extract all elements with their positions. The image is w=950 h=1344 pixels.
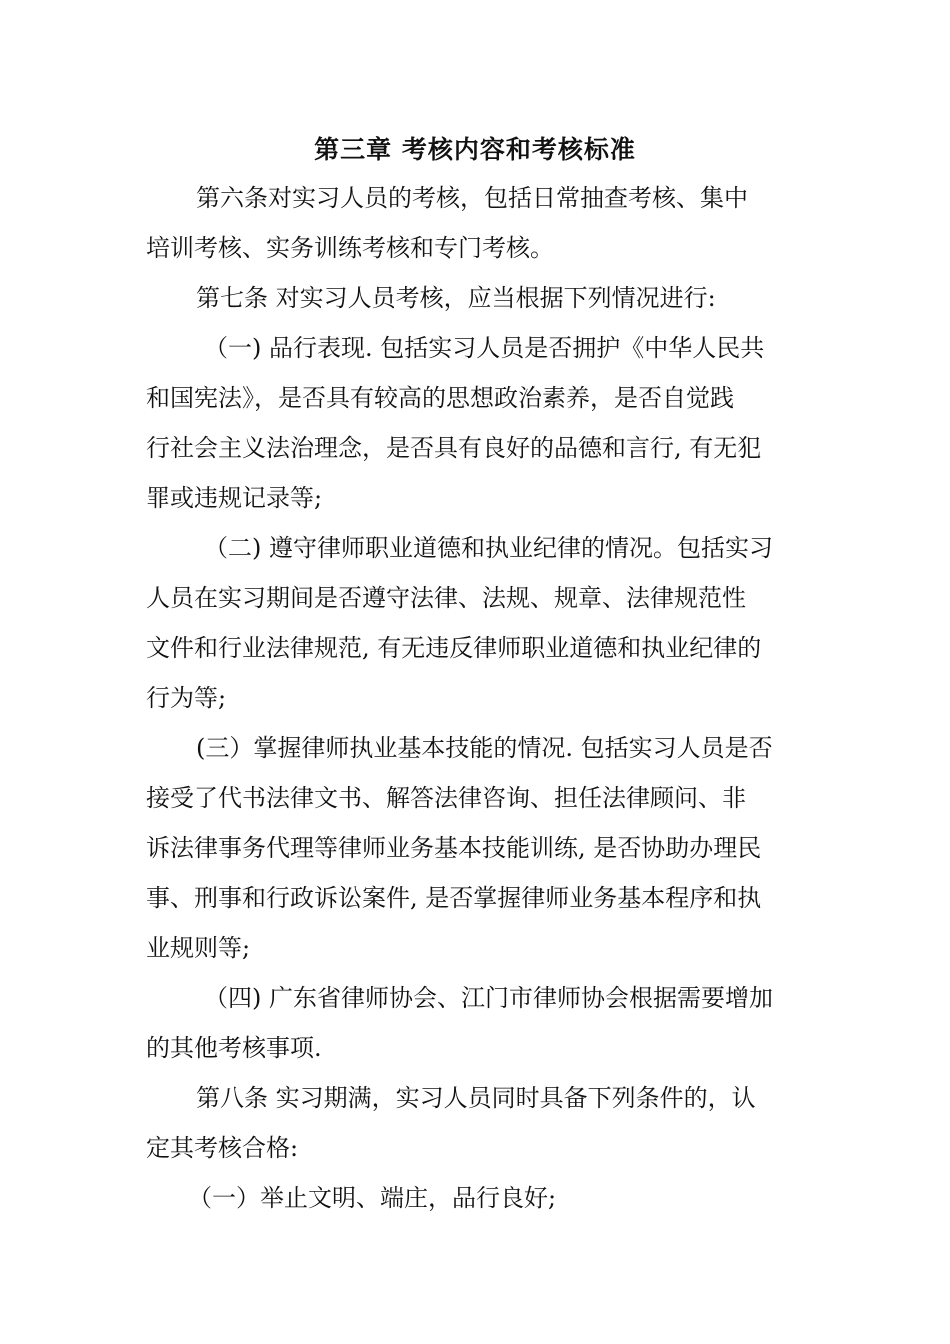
article-8-line-1: 第八条 实习期满，实习人员同时具备下列条件的，认 [196,1084,756,1112]
item-2-line-1: （二) 遵守律师职业道德和执业纪律的情况。包括实习 [204,534,773,562]
article-8-line-2: 定其考核合格: [146,1134,299,1162]
item-3-line-4: 事、刑事和行政诉讼案件, 是否掌握律师业务基本程序和执 [146,884,762,912]
item-3-line-3: 诉法律事务代理等律师业务基本技能训练, 是否协助办理民 [146,834,762,862]
article-6-line-1: 第六条对实习人员的考核，包括日常抽查考核、集中 [196,184,748,212]
condition-1-line-1: （一）举止文明、端庄，品行良好; [188,1184,557,1212]
item-4-line-1: （四) 广东省律师协会、江门市律师协会根据需要增加 [204,984,773,1012]
item-1-line-4: 罪或违规记录等; [146,484,323,512]
item-1-line-1: （一) 品行表现. 包括实习人员是否拥护《中华人民共 [204,334,765,362]
item-2-line-2: 人员在实习期间是否遵守法律、法规、规章、法律规范性 [146,584,746,612]
item-2-line-4: 行为等; [146,684,227,712]
article-7-line-1: 第七条 对实习人员考核，应当根据下列情况进行: [196,284,716,312]
item-3-line-1: (三）掌握律师执业基本技能的情况. 包括实习人员是否 [196,734,773,762]
article-6-line-2: 培训考核、实务训练考核和专门考核。 [146,234,554,262]
item-2-line-3: 文件和行业法律规范, 有无违反律师职业道德和执业纪律的 [146,634,762,662]
item-1-line-2: 和国宪法》，是否具有较高的思想政治素养，是否自觉践 [146,384,734,412]
item-1-line-3: 行社会主义法治理念，是否具有良好的品德和言行, 有无犯 [146,434,762,462]
chapter-title: 第三章 考核内容和考核标准 [314,135,636,164]
item-4-line-2: 的其他考核事项. [146,1034,322,1062]
item-3-line-2: 接受了代书法律文书、解答法律咨询、担任法律顾问、非 [146,784,746,812]
item-3-line-5: 业规则等; [146,934,251,962]
